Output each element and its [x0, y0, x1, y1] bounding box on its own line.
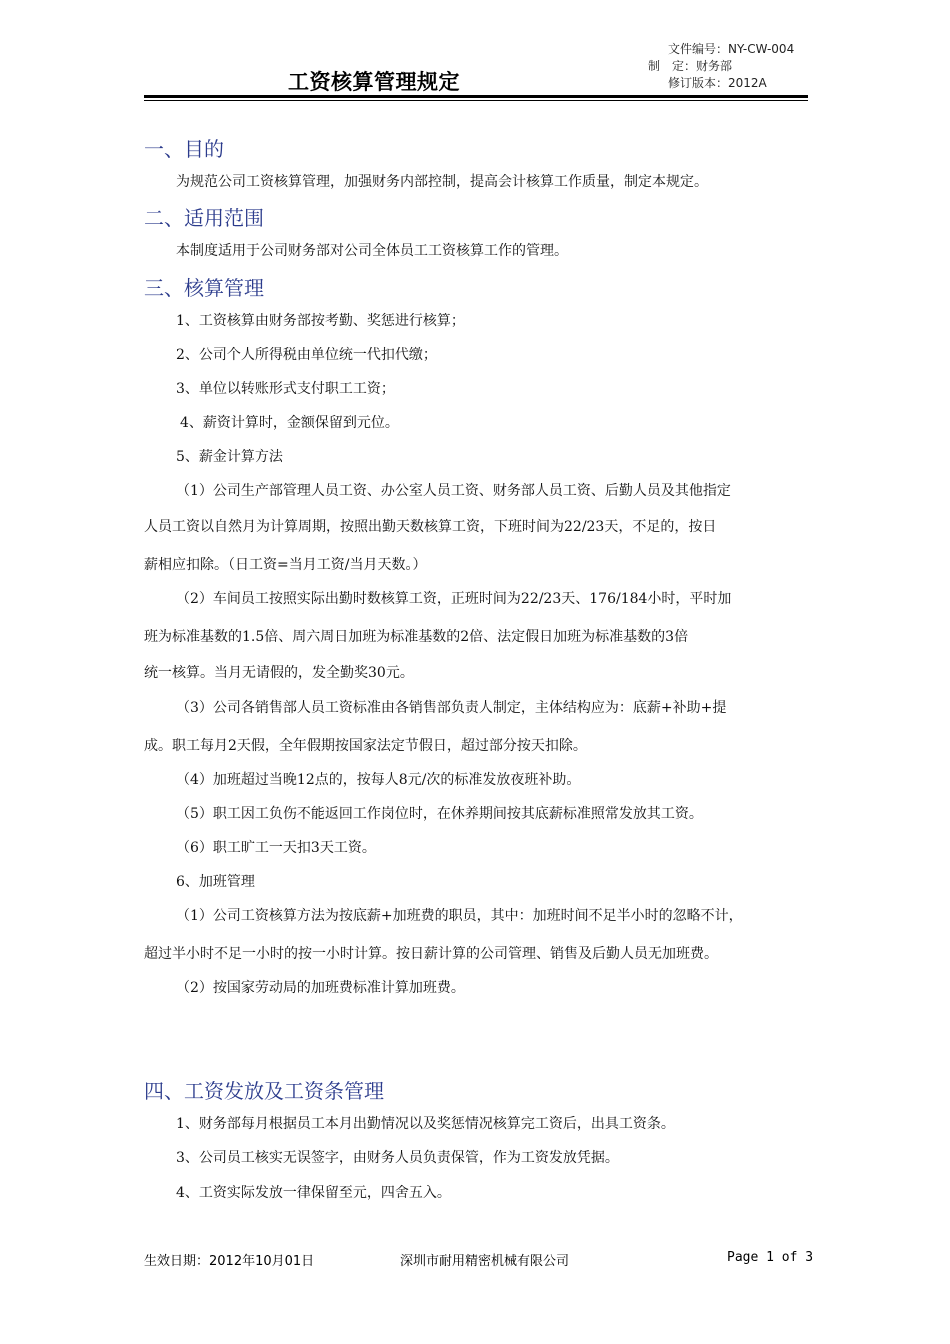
list-item: （2）按国家劳动局的加班费标准计算加班费。 — [176, 980, 465, 996]
list-item: 1、财务部每月根据员工本月出勤情况以及奖惩情况核算完工资后，出具工资条。 — [176, 1116, 675, 1132]
list-item: （1）公司工资核算方法为按底薪+加班费的职员，其中：加班时间不足半小时的忽略不计， — [176, 908, 743, 924]
list-item: （2）车间员工按照实际出勤时数核算工资，正班时间为22/23天、176/184小时，平时加 — [176, 591, 732, 607]
page-title: 工资核算管理规定 — [288, 70, 460, 94]
list-item: 人员工资以自然月为计算周期，按照出勤天数核算工资，下班时间为22/23天，不足的，按日 — [144, 519, 717, 535]
list-item: 1、工资核算由财务部按考勤、奖惩进行核算； — [176, 313, 465, 329]
list-item: 6、加班管理 — [176, 874, 255, 890]
list-item: 统一核算。当月无请假的，发全勤奖30元。 — [144, 665, 414, 681]
list-item: 班为标准基数的1.5倍、周六周日加班为标准基数的2倍、法定假日加班为标准基数的3倍 — [144, 629, 689, 645]
list-item: 5、薪金计算方法 — [176, 449, 283, 465]
list-item: 3、公司员工核实无误签字，由财务人员负责保管，作为工资发放凭据。 — [176, 1150, 619, 1166]
list-item: （3）公司各销售部人员工资标准由各销售部负责人制定，主体结构应为：底薪+补助+提 — [176, 700, 727, 716]
effective-date: 生效日期：2012年10月01日 — [144, 1254, 315, 1269]
section-heading-accounting: 三、核算管理 — [144, 276, 264, 300]
paragraph: 本制度适用于公司财务部对公司全体员工工资核算工作的管理。 — [176, 243, 568, 259]
paragraph: 为规范公司工资核算管理，加强财务内部控制，提高会计核算工作质量，制定本规定。 — [176, 174, 708, 190]
version: 修订版本：2012A — [668, 76, 767, 90]
header-rule-thick — [144, 95, 808, 98]
list-item: 3、单位以转账形式支付职工工资； — [176, 381, 395, 397]
list-item: 成。职工每月2天假，全年假期按国家法定节假日，超过部分按天扣除。 — [144, 738, 587, 754]
list-item: 4、薪资计算时，金额保留到元位。 — [180, 415, 399, 431]
company-name: 深圳市耐用精密机械有限公司 — [400, 1254, 570, 1269]
section-heading-payroll: 四、工资发放及工资条管理 — [144, 1079, 384, 1103]
page-number: Page 1 of 3 — [727, 1250, 814, 1265]
section-heading-scope: 二、适用范围 — [144, 206, 264, 230]
list-item: 4、工资实际发放一律保留至元，四舍五入。 — [176, 1185, 451, 1201]
list-item: 薪相应扣除。（日工资=当月工资/当月天数。） — [144, 557, 427, 573]
list-item: （5）职工因工负伤不能返回工作岗位时，在休养期间按其底薪标准照常发放其工资。 — [176, 806, 703, 822]
list-item: （4）加班超过当晚12点的，按每人8元/次的标准发放夜班补助。 — [176, 772, 581, 788]
list-item: 超过半小时不足一小时的按一小时计算。按日薪计算的公司管理、销售及后勤人员无加班费。 — [144, 946, 718, 962]
section-heading-purpose: 一、目的 — [144, 137, 224, 161]
header-rule-thin — [144, 100, 808, 101]
doc-number: 文件编号：NY-CW-004 — [668, 42, 795, 56]
list-item: 2、公司个人所得税由单位统一代扣代缴； — [176, 347, 437, 363]
list-item: （6）职工旷工一天扣3天工资。 — [176, 840, 376, 856]
made-by: 制 定：财务部 — [648, 59, 733, 73]
list-item: （1）公司生产部管理人员工资、办公室人员工资、财务部人员工资、后勤人员及其他指定 — [176, 483, 731, 499]
